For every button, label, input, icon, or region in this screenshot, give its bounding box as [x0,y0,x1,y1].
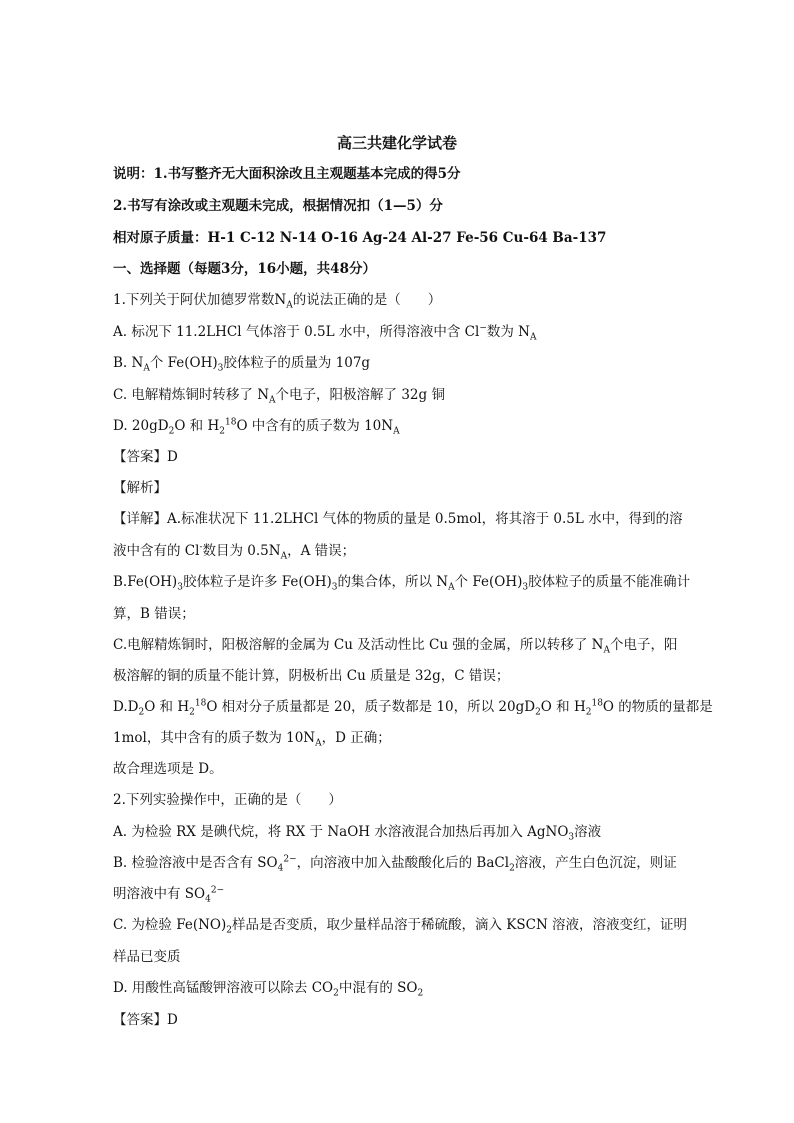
q1-detail-8: 1mol，其中含有的质子数为 $10N_A$，D 正确； [113,730,391,749]
q1-stem: 1.下列关于阿伏加德罗常数$N_A$的说法正确的是（ ） [113,292,442,311]
q2-option-b-cont: 明溶液中有 $SO_4^{2-}$ [113,885,225,905]
section-heading: 一、选择题（每题3分，16小题，共48分） [113,261,376,277]
q2-option-d: D. 用酸性高锰酸钾溶液可以除去 $CO_2$中混有的 $SO_2$ [113,980,424,999]
note-line-1: 说明：1.书写整齐无大面积涂改且主观题基本完成的得5分 [113,166,461,182]
q1-detail-2: 液中含有的 Cl-数目为 $0.5N_A$，A 错误； [113,542,356,562]
q2-option-c-cont: 样品已变质 [113,949,181,965]
q1-detail-1: 【详解】A.标准状况下 11.2LHCl 气体的物质的量是 0.5mol，将其溶于 0.5L 水中，得到的溶 [113,511,683,527]
q1-detail-7: $D.D_2O$ 和 $H_2^{18}O$ 相对分子质量都是 20，质子数都是 10，所以 $20gD_2O$ 和 $H_2^{18}O$ 的物质的量都是 [113,698,713,718]
q1-option-d: D. $20gD_2O$ 和 $H_2^{18}O$ 中含有的质子数为 $10N_A$ [113,417,400,437]
q1-option-c: C. 电解精炼铜时转移了 $N_A$个电子，阳极溶解了 32g 铜 [113,387,445,406]
note-line-2: 2.书写有涂改或主观题未完成，根据情况扣（1—5）分 [113,198,443,214]
atomic-masses: 相对原子质量：H-1 C-12 N-14 O-16 Ag-24 Al-27 Fe-56 Cu-64 Ba-137 [113,230,607,246]
q1-detail-9: 故合理选项是 D。 [113,761,223,777]
q1-option-b: B. $N_A$个 $Fe(OH)_3$胶体粒子的质量为 107g [113,355,371,374]
page-title: 高三共建化学试卷 [336,134,457,152]
q1-detail-4: 算，B 错误； [113,606,195,622]
q1-detail-5: C.电解精炼铜时，阳极溶解的金属为 Cu 及活动性比 Cu 强的金属，所以转移了 $N_A$个电子，阳 [113,637,678,656]
q2-answer: 【答案】D [113,1012,178,1028]
q1-detail-3: $B.Fe(OH)_3$胶体粒子是许多 $Fe(OH)_3$的集合体，所以 $N_A$个 $Fe(OH)_3$胶体粒子的质量不能准确计 [113,574,691,593]
q2-option-c: C. 为检验 $Fe(NO)_2$样品是否变质，取少量样品溶于稀硫酸，滴入 KSCN 溶液，溶液变红，证明 [113,917,688,936]
q2-option-b: B. 检验溶液中是否含有 $SO_4^{2-}$，向溶液中加入盐酸酸化后的 BaCl$_2$溶液，产生白色沉淀，则证 [113,854,677,874]
q1-option-a: A. 标况下 11.2LHCl 气体溶于 0.5L 水中，所得溶液中含 Cl−数为 $N_A$ [113,323,537,343]
q1-answer: 【答案】D [113,449,178,465]
q1-analysis-label: 【解析】 [113,480,167,496]
q2-option-a: A. 为检验 RX 是碘代烷，将 RX 于 NaOH 水溶液混合加热后再加入 AgNO$_3$溶液 [113,824,602,843]
q2-stem: 2.下列实验操作中，正确的是（ ） [113,792,342,808]
q1-detail-6: 极溶解的铜的质量不能计算，阴极析出 Cu 质量是 32g，C 错误； [113,668,510,684]
